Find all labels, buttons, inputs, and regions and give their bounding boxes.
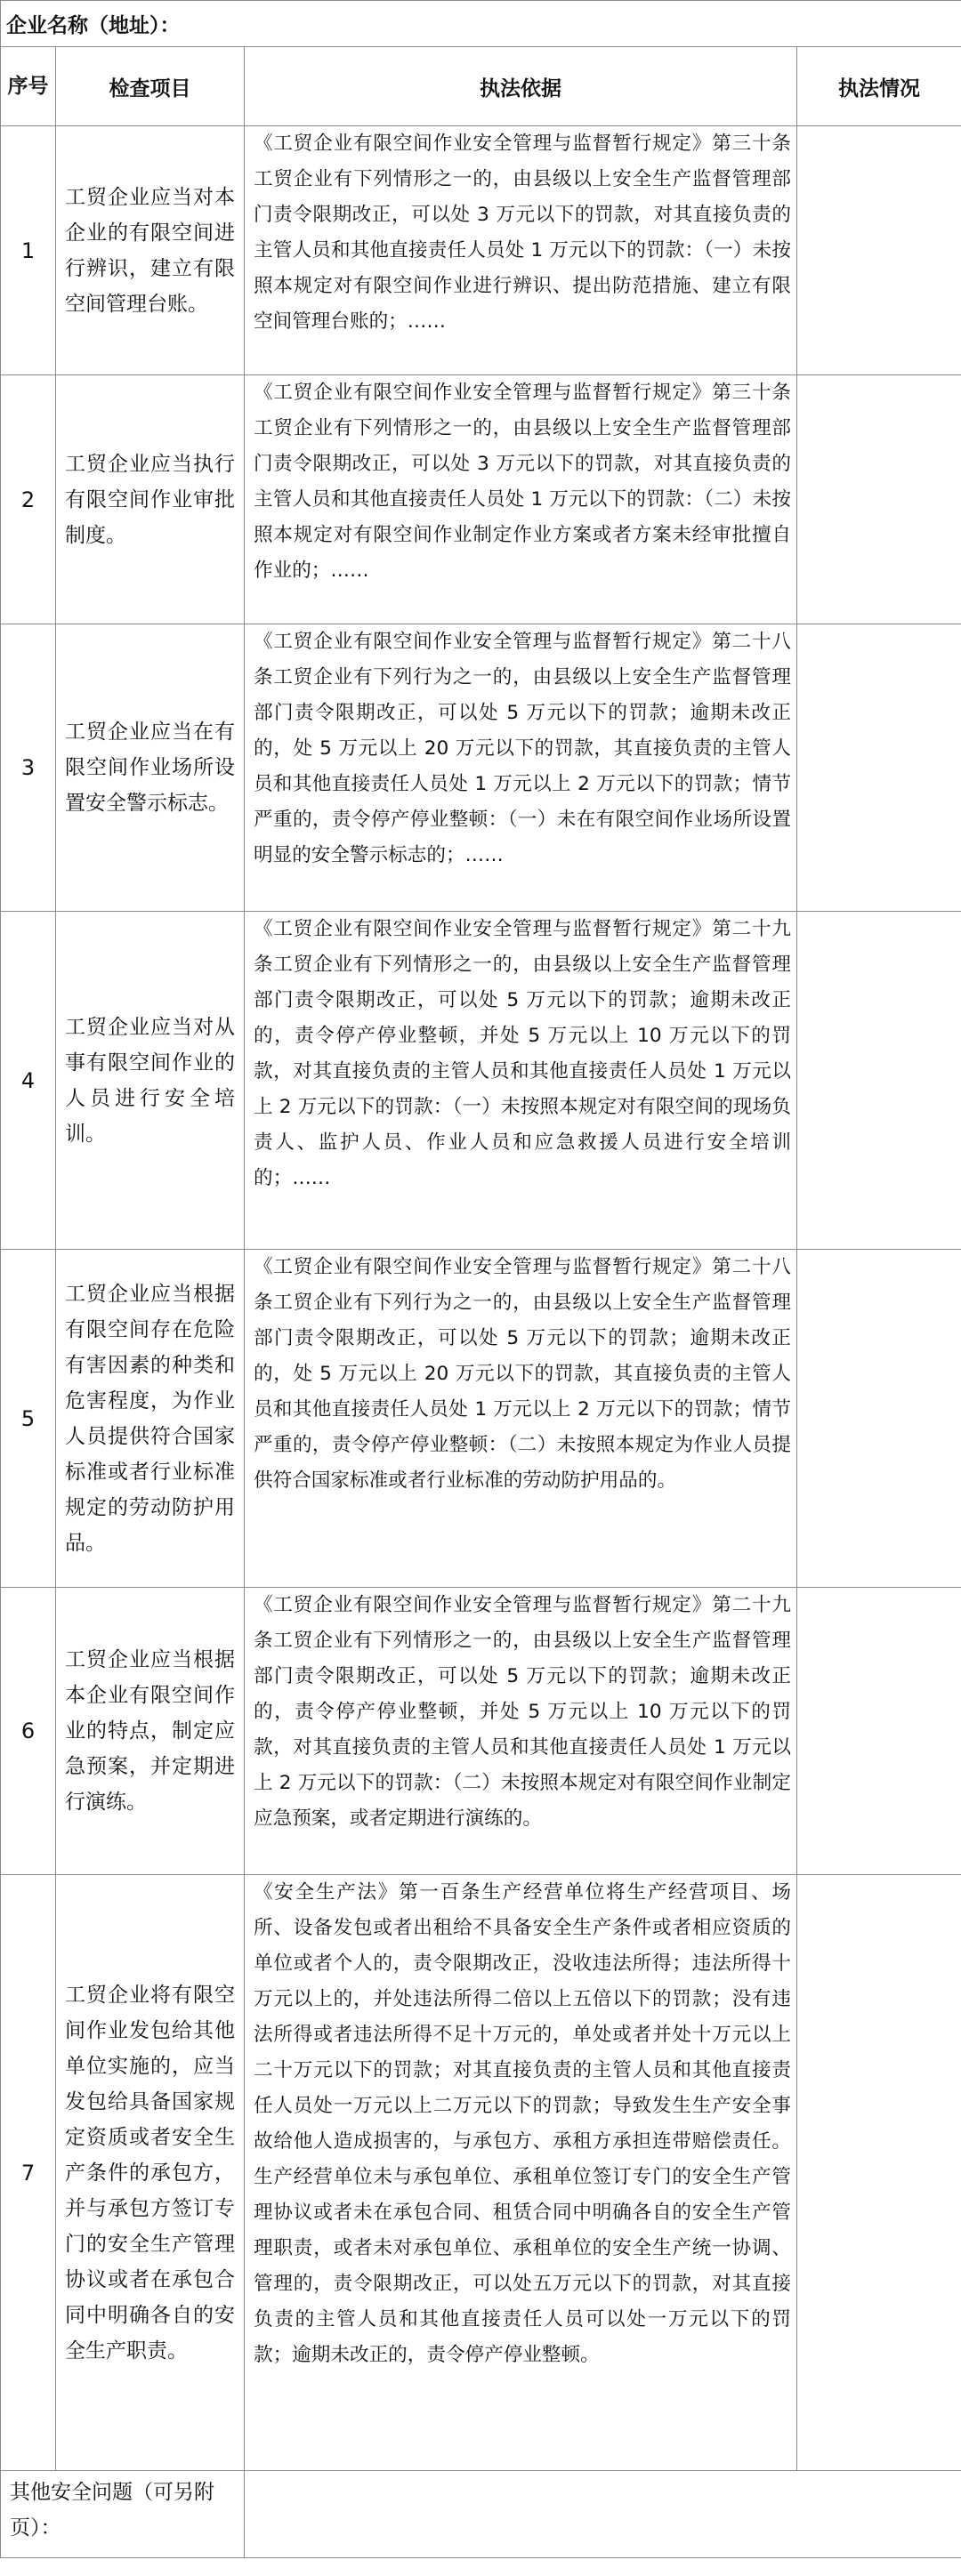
- header-item: 检查项目: [56, 47, 245, 126]
- table-row: [1, 1588, 961, 1875]
- check-item: 工贸企业应当对本企业的有限空间进行辨识，建立有限空间管理台账。: [56, 126, 245, 375]
- enforcement-result-cell[interactable]: [797, 912, 961, 1250]
- check-item: 工贸企业应当在有限空间作业场所设置安全警示标志。: [56, 624, 245, 912]
- table-row: [1, 1875, 961, 2471]
- other-issues-row: [1, 2471, 961, 2558]
- enforcement-result-cell[interactable]: [797, 375, 961, 624]
- header-result: 执法情况: [797, 47, 961, 126]
- legal-basis: 《工贸企业有限空间作业安全管理与监督暂行规定》第二十九条工贸企业有下列情形之一的，由县级以上安全生产监督管理部门责令限期改正，可以处 5 万元以下的罚款；逾期未改正的，责令停产停业整顿，并处 5 万元以上 10 万元以下的罚款，对其直接负责的主管人员和其他直接责任人员处 1 万元以上 2 万元以下的罚款：（二）未按照本规定对有限空间作业制定应急预案，或者定期进行演练的。: [245, 1588, 797, 1875]
- enforcement-result-cell[interactable]: [797, 1250, 961, 1588]
- enforcement-result-cell[interactable]: [797, 126, 961, 375]
- enforcement-result-cell[interactable]: [797, 1588, 961, 1875]
- header-basis: 执法依据: [245, 47, 797, 126]
- legal-basis: 《工贸企业有限空间作业安全管理与监督暂行规定》第三十条工贸企业有下列情形之一的，由县级以上安全生产监督管理部门责令限期改正，可以处 3 万元以下的罚款，对其直接负责的主管人员和其他直接责任人员处 1 万元以下的罚款：（二）未按照本规定对有限空间作业制定作业方案或者方案未经审批擅自作业的；……: [245, 375, 797, 624]
- check-item: 工贸企业将有限空间作业发包给其他单位实施的，应当发包给具备国家规定资质或者安全生产条件的承包方，并与承包方签订专门的安全生产管理协议或者在承包合同中明确各自的安全生产职责。: [56, 1875, 245, 2471]
- other-issues-label: 其他安全问题（可另附页）：: [1, 2471, 245, 2558]
- check-item: 工贸企业应当根据本企业有限空间作业的特点，制定应急预案，并定期进行演练。: [56, 1588, 245, 1875]
- check-item: 工贸企业应当对从事有限空间作业的人员进行安全培训。: [56, 912, 245, 1250]
- row-number: 1: [1, 126, 56, 375]
- enforcement-result-cell[interactable]: [797, 624, 961, 912]
- legal-basis: 《工贸企业有限空间作业安全管理与监督暂行规定》第二十八条工贸企业有下列行为之一的，由县级以上安全生产监督管理部门责令限期改正，可以处 5 万元以下的罚款；逾期未改正的，处 5 万元以上 20 万元以下的罚款，其直接负责的主管人员和其他直接责任人员处 1 万元以上 2 万元以下的罚款；情节严重的，责令停产停业整顿：（二）未按照本规定为作业人员提供符合国家标准或者行业标准的劳动防护用品的。: [245, 1250, 797, 1588]
- enforcement-result-cell[interactable]: [797, 1875, 961, 2471]
- company-name-label: 企业名称（地址）：: [1, 1, 961, 47]
- table-row: [1, 126, 961, 375]
- check-item: 工贸企业应当执行有限空间作业审批制度。: [56, 375, 245, 624]
- row-number: 4: [1, 912, 56, 1250]
- row-number: 6: [1, 1588, 56, 1875]
- table-row: [1, 1250, 961, 1588]
- check-item: 工贸企业应当根据有限空间存在危险有害因素的种类和危害程度，为作业人员提供符合国家标准或者行业标准规定的劳动防护用品。: [56, 1250, 245, 1588]
- legal-basis: 《工贸企业有限空间作业安全管理与监督暂行规定》第三十条工贸企业有下列情形之一的，由县级以上安全生产监督管理部门责令限期改正，可以处 3 万元以下的罚款，对其直接负责的主管人员和其他直接责任人员处 1 万元以下的罚款：（一）未按照本规定对有限空间作业进行辨识、提出防范措施、建立有限空间管理台账的；……: [245, 126, 797, 375]
- legal-basis: 《工贸企业有限空间作业安全管理与监督暂行规定》第二十九条工贸企业有下列情形之一的，由县级以上安全生产监督管理部门责令限期改正，可以处 5 万元以下的罚款；逾期未改正的，责令停产停业整顿，并处 5 万元以上 10 万元以下的罚款，对其直接负责的主管人员和其他直接责任人员处 1 万元以上 2 万元以下的罚款：（一）未按照本规定对有限空间的现场负责人、监护人员、作业人员和应急救援人员进行安全培训的；……: [245, 912, 797, 1250]
- table-row: [1, 912, 961, 1250]
- row-number: 5: [1, 1250, 56, 1588]
- table-row: [1, 624, 961, 912]
- table-row: [1, 375, 961, 624]
- other-issues-field[interactable]: [245, 2471, 961, 2558]
- row-number: 7: [1, 1875, 56, 2471]
- header-number: 序号: [1, 47, 56, 126]
- legal-basis: 《工贸企业有限空间作业安全管理与监督暂行规定》第二十八条工贸企业有下列行为之一的，由县级以上安全生产监督管理部门责令限期改正，可以处 5 万元以下的罚款；逾期未改正的，处 5 万元以上 20 万元以下的罚款，其直接负责的主管人员和其他直接责任人员处 1 万元以上 2 万元以下的罚款；情节严重的，责令停产停业整顿：（一）未在有限空间作业场所设置明显的安全警示标志的；……: [245, 624, 797, 912]
- company-row: [1, 1, 961, 47]
- row-number: 3: [1, 624, 56, 912]
- header-row: [1, 47, 961, 126]
- legal-basis: 《安全生产法》第一百条生产经营单位将生产经营项目、场所、设备发包或者出租给不具备安全生产条件或者相应资质的单位或者个人的，责令限期改正，没收违法所得；违法所得十万元以上的，并处违法所得二倍以上五倍以下的罚款；没有违法所得或者违法所得不足十万元的，单处或者并处十万元以上二十万元以下的罚款；对其直接负责的主管人员和其他直接责任人员处一万元以上二万元以下的罚款；导致发生生产安全事故给他人造成损害的，与承包方、承租方承担连带赔偿责任。生产经营单位未与承包单位、承租单位签订专门的安全生产管理协议或者未在承包合同、租赁合同中明确各自的安全生产管理职责，或者未对承包单位、承租单位的安全生产统一协调、管理的，责令限期改正，可以处五万元以下的罚款，对其直接负责的主管人员和其他直接责任人员可以处一万元以下的罚款；逾期未改正的，责令停产停业整顿。: [245, 1875, 797, 2471]
- row-number: 2: [1, 375, 56, 624]
